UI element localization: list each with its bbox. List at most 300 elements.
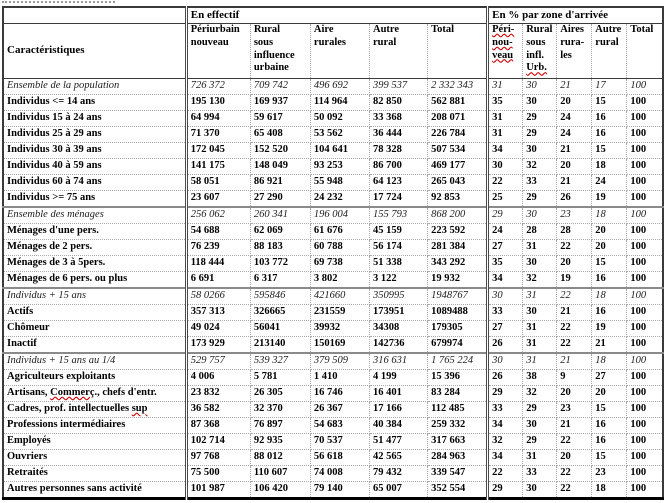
count-cell: 399 537 (369, 79, 427, 95)
percent-cell: 25 (488, 191, 523, 208)
count-cell: 87 368 (186, 418, 250, 434)
percent-cell: 22 (557, 288, 592, 305)
row-label: Individus 25 à 29 ans (3, 127, 186, 143)
count-cell: 173 929 (186, 337, 250, 354)
row-label: Actifs (3, 305, 186, 321)
count-cell: 59 617 (250, 111, 310, 127)
percent-cell: 18 (592, 482, 627, 499)
statistics-table (2, 6, 664, 500)
count-cell: 49 024 (186, 321, 250, 337)
percent-cell: 22 (488, 175, 523, 191)
count-cell: 106 420 (250, 482, 310, 499)
percent-cell: 23 (592, 466, 627, 482)
percent-cell: 30 (523, 482, 557, 499)
table-row (3, 191, 663, 208)
percent-cell: 19 (592, 191, 627, 208)
table-row (3, 127, 663, 143)
corner-empty-cell (3, 7, 186, 24)
percent-cell: 29 (488, 386, 523, 402)
count-cell: 58 051 (186, 175, 250, 191)
count-cell: 78 328 (369, 143, 427, 159)
percent-cell: 16 (592, 127, 627, 143)
count-cell: 50 092 (310, 111, 369, 127)
count-cell: 150169 (310, 337, 369, 354)
count-cell: 86 921 (250, 175, 310, 191)
count-cell: 53 562 (310, 127, 369, 143)
percent-cell: 20 (557, 256, 592, 272)
count-cell: 26 305 (250, 386, 310, 402)
count-cell: 16 746 (310, 386, 369, 402)
percent-cell: 32 (523, 159, 557, 175)
table-row (3, 224, 663, 240)
percent-cell: 34 (488, 418, 523, 434)
percent-cell: 24 (557, 127, 592, 143)
count-cell: 326665 (250, 305, 310, 321)
percent-cell: 16 (592, 272, 627, 289)
percent-cell: 29 (488, 207, 523, 224)
column-header: Autre rural (369, 24, 427, 79)
count-cell: 26 367 (310, 402, 369, 418)
table-row (3, 272, 663, 289)
count-cell: 40 384 (369, 418, 427, 434)
percent-cell: 100 (627, 79, 663, 95)
percent-cell: 26 (488, 370, 523, 386)
count-cell: 155 793 (369, 207, 427, 224)
percent-cell: 30 (523, 256, 557, 272)
percent-cell: 16 (592, 434, 627, 450)
percent-cell: 26 (488, 337, 523, 354)
percent-cell: 100 (627, 175, 663, 191)
percent-cell: 21 (557, 305, 592, 321)
percent-cell: 33 (488, 305, 523, 321)
count-cell: 259 332 (428, 418, 488, 434)
percent-cell: 26 (557, 191, 592, 208)
count-cell: 23 607 (186, 191, 250, 208)
percent-cell: 100 (627, 191, 663, 208)
count-cell: 61 676 (310, 224, 369, 240)
count-cell: 15 396 (428, 370, 488, 386)
count-cell: 17 724 (369, 191, 427, 208)
count-cell: 350995 (369, 288, 427, 305)
count-cell: 69 738 (310, 256, 369, 272)
count-cell: 2 332 343 (428, 79, 488, 95)
count-cell: 76 897 (250, 418, 310, 434)
count-cell: 64 994 (186, 111, 250, 127)
count-cell: 226 784 (428, 127, 488, 143)
table-row (3, 95, 663, 111)
table-row (3, 240, 663, 256)
row-label: Individus <= 14 ans (3, 95, 186, 111)
count-cell: 343 292 (428, 256, 488, 272)
count-cell: 352 554 (428, 482, 488, 499)
percent-cell: 22 (488, 466, 523, 482)
count-cell: 421660 (310, 288, 369, 305)
percent-cell: 34 (488, 143, 523, 159)
percent-cell: 24 (488, 224, 523, 240)
count-cell: 1 410 (310, 370, 369, 386)
count-cell: 65 007 (369, 482, 427, 499)
table-row (3, 434, 663, 450)
count-cell: 110 607 (250, 466, 310, 482)
count-cell: 357 313 (186, 305, 250, 321)
percent-cell: 16 (592, 305, 627, 321)
row-label: Chômeur (3, 321, 186, 337)
percent-cell: 33 (523, 175, 557, 191)
percent-cell: 100 (627, 288, 663, 305)
count-cell: 75 500 (186, 466, 250, 482)
column-header: Total (627, 24, 663, 79)
percent-cell: 31 (523, 450, 557, 466)
percent-cell: 31 (523, 337, 557, 354)
percent-cell: 31 (488, 111, 523, 127)
percent-cell: 24 (557, 111, 592, 127)
count-cell: 71 370 (186, 127, 250, 143)
table-row (3, 337, 663, 354)
count-cell: 317 663 (428, 434, 488, 450)
table-row (3, 256, 663, 272)
count-cell: 1 765 224 (428, 353, 488, 370)
row-label: Cadres, prof. intellectuelles sup (3, 402, 186, 418)
group-header-row (3, 7, 663, 24)
table-body (3, 79, 663, 499)
percent-cell: 30 (523, 79, 557, 95)
table-row (3, 386, 663, 402)
table-row (3, 353, 663, 370)
percent-cell: 22 (557, 482, 592, 499)
count-cell: 104 641 (310, 143, 369, 159)
count-cell: 148 049 (250, 159, 310, 175)
count-cell: 112 485 (428, 402, 488, 418)
percent-cell: 100 (627, 159, 663, 175)
percent-cell: 20 (557, 159, 592, 175)
count-cell: 56 618 (310, 450, 369, 466)
percent-cell: 30 (523, 95, 557, 111)
percent-cell: 22 (557, 240, 592, 256)
column-header: Aires rura- les (557, 24, 592, 79)
count-cell: 562 881 (428, 95, 488, 111)
table-row (3, 288, 663, 305)
count-cell: 265 043 (428, 175, 488, 191)
count-cell: 51 338 (369, 256, 427, 272)
count-cell: 101 987 (186, 482, 250, 499)
percent-cell: 15 (592, 450, 627, 466)
percent-cell: 22 (557, 434, 592, 450)
percent-cell: 27 (592, 370, 627, 386)
percent-cell: 31 (523, 353, 557, 370)
percent-cell: 21 (592, 337, 627, 354)
count-cell: 868 200 (428, 207, 488, 224)
count-cell: 86 700 (369, 159, 427, 175)
row-label: Ménages d'une pers. (3, 224, 186, 240)
percent-cell: 100 (627, 337, 663, 354)
count-cell: 339 547 (428, 466, 488, 482)
percent-cell: 100 (627, 111, 663, 127)
row-label: Inactif (3, 337, 186, 354)
count-cell: 74 008 (310, 466, 369, 482)
row-label: Individus + 15 ans au 1/4 (3, 353, 186, 370)
column-header-row (3, 24, 663, 79)
table-row (3, 321, 663, 337)
row-label: Individus 15 à 24 ans (3, 111, 186, 127)
percent-cell: 100 (627, 127, 663, 143)
section-break-dashes (2, 1, 115, 3)
percent-cell: 15 (592, 95, 627, 111)
percent-cell: 30 (523, 418, 557, 434)
count-cell: 6 317 (250, 272, 310, 289)
percent-cell: 29 (523, 191, 557, 208)
column-header: Autre rural (592, 24, 627, 79)
percent-cell: 100 (627, 224, 663, 240)
percent-cell: 23 (557, 402, 592, 418)
row-label: Artisans, Commerç., chefs d'entr. (3, 386, 186, 402)
table-row (3, 370, 663, 386)
count-cell: 496 692 (310, 79, 369, 95)
row-label: Individus 40 à 59 ans (3, 159, 186, 175)
percent-cell: 31 (488, 79, 523, 95)
row-label: Employés (3, 434, 186, 450)
count-cell: 36 444 (369, 127, 427, 143)
count-cell: 1948767 (428, 288, 488, 305)
count-cell: 79 432 (369, 466, 427, 482)
count-cell: 173951 (369, 305, 427, 321)
percent-cell: 28 (523, 224, 557, 240)
column-header: Total (428, 24, 488, 79)
count-cell: 82 850 (369, 95, 427, 111)
count-cell: 260 341 (250, 207, 310, 224)
row-label: Ensemble des ménages (3, 207, 186, 224)
count-cell: 3 802 (310, 272, 369, 289)
percent-cell: 100 (627, 256, 663, 272)
percent-cell: 16 (592, 111, 627, 127)
count-cell: 58 0266 (186, 288, 250, 305)
percent-cell: 22 (557, 321, 592, 337)
count-cell: 54 688 (186, 224, 250, 240)
group-header-percent: En % par zone d'arrivée (488, 7, 663, 24)
column-header: Périurbain nouveau (186, 24, 250, 79)
count-cell: 379 509 (310, 353, 369, 370)
count-cell: 70 537 (310, 434, 369, 450)
count-cell: 102 714 (186, 434, 250, 450)
row-label: Ensemble de la population (3, 79, 186, 95)
count-cell: 88 012 (250, 450, 310, 466)
row-label: Autres personnes sans activité (3, 482, 186, 499)
percent-cell: 100 (627, 402, 663, 418)
count-cell: 56 174 (369, 240, 427, 256)
percent-cell: 9 (557, 370, 592, 386)
count-cell: 60 788 (310, 240, 369, 256)
percent-cell: 35 (488, 95, 523, 111)
percent-cell: 100 (627, 418, 663, 434)
table-header (3, 7, 663, 79)
table-row (3, 450, 663, 466)
count-cell: 62 069 (250, 224, 310, 240)
count-cell: 45 159 (369, 224, 427, 240)
table-row (3, 159, 663, 175)
percent-cell: 29 (523, 111, 557, 127)
count-cell: 17 166 (369, 402, 427, 418)
percent-cell: 31 (523, 240, 557, 256)
percent-cell: 100 (627, 370, 663, 386)
percent-cell: 18 (592, 207, 627, 224)
table-row (3, 175, 663, 191)
percent-cell: 100 (627, 207, 663, 224)
percent-cell: 33 (523, 466, 557, 482)
count-cell: 97 768 (186, 450, 250, 466)
count-cell: 16 401 (369, 386, 427, 402)
count-cell: 169 937 (250, 95, 310, 111)
percent-cell: 19 (557, 272, 592, 289)
percent-cell: 17 (592, 79, 627, 95)
percent-cell: 100 (627, 321, 663, 337)
count-cell: 19 932 (428, 272, 488, 289)
count-cell: 3 122 (369, 272, 427, 289)
count-cell: 64 123 (369, 175, 427, 191)
count-cell: 33 368 (369, 111, 427, 127)
percent-cell: 38 (523, 370, 557, 386)
table-row (3, 466, 663, 482)
percent-cell: 29 (523, 402, 557, 418)
count-cell: 76 239 (186, 240, 250, 256)
count-cell: 595846 (250, 288, 310, 305)
count-cell: 152 520 (250, 143, 310, 159)
count-cell: 4 199 (369, 370, 427, 386)
percent-cell: 28 (557, 224, 592, 240)
percent-cell: 100 (627, 450, 663, 466)
percent-cell: 21 (557, 79, 592, 95)
count-cell: 27 290 (250, 191, 310, 208)
count-cell: 284 963 (428, 450, 488, 466)
percent-cell: 27 (488, 321, 523, 337)
count-cell: 709 742 (250, 79, 310, 95)
percent-cell: 34 (488, 450, 523, 466)
count-cell: 1089488 (428, 305, 488, 321)
count-cell: 256 062 (186, 207, 250, 224)
percent-cell: 21 (557, 418, 592, 434)
percent-cell: 21 (557, 175, 592, 191)
count-cell: 679974 (428, 337, 488, 354)
percent-cell: 100 (627, 95, 663, 111)
percent-cell: 22 (557, 337, 592, 354)
percent-cell: 29 (523, 434, 557, 450)
count-cell: 34308 (369, 321, 427, 337)
count-cell: 103 772 (250, 256, 310, 272)
row-label: Ménages de 2 pers. (3, 240, 186, 256)
column-header: Aire rurales (310, 24, 369, 79)
count-cell: 51 477 (369, 434, 427, 450)
percent-cell: 100 (627, 272, 663, 289)
count-cell: 539 327 (250, 353, 310, 370)
count-cell: 55 948 (310, 175, 369, 191)
percent-cell: 15 (592, 143, 627, 159)
count-cell: 195 130 (186, 95, 250, 111)
percent-cell: 31 (523, 288, 557, 305)
percent-cell: 100 (627, 305, 663, 321)
row-label: Agriculteurs exploitants (3, 370, 186, 386)
row-label: Individus 60 à 74 ans (3, 175, 186, 191)
table-row (3, 305, 663, 321)
count-cell: 281 384 (428, 240, 488, 256)
row-label: Ménages de 3 à 5pers. (3, 256, 186, 272)
count-cell: 79 140 (310, 482, 369, 499)
count-cell: 172 045 (186, 143, 250, 159)
percent-cell: 32 (523, 386, 557, 402)
count-cell: 726 372 (186, 79, 250, 95)
percent-cell: 18 (592, 288, 627, 305)
row-label: Individus >= 75 ans (3, 191, 186, 208)
count-cell: 208 071 (428, 111, 488, 127)
count-cell: 92 853 (428, 191, 488, 208)
count-cell: 114 964 (310, 95, 369, 111)
percent-cell: 30 (488, 159, 523, 175)
percent-cell: 19 (592, 321, 627, 337)
percent-cell: 100 (627, 466, 663, 482)
percent-cell: 20 (592, 224, 627, 240)
count-cell: 42 565 (369, 450, 427, 466)
count-cell: 507 534 (428, 143, 488, 159)
row-label: Individus + 15 ans (3, 288, 186, 305)
count-cell: 65 408 (250, 127, 310, 143)
count-cell: 6 691 (186, 272, 250, 289)
table-row (3, 143, 663, 159)
percent-cell: 29 (488, 482, 523, 499)
table-row (3, 402, 663, 418)
percent-cell: 33 (488, 402, 523, 418)
count-cell: 223 592 (428, 224, 488, 240)
percent-cell: 20 (592, 386, 627, 402)
count-cell: 4 006 (186, 370, 250, 386)
percent-cell: 30 (488, 353, 523, 370)
row-label: Professions intermédiaires (3, 418, 186, 434)
percent-cell: 18 (592, 353, 627, 370)
percent-cell: 20 (592, 240, 627, 256)
percent-cell: 24 (592, 175, 627, 191)
percent-cell: 34 (488, 272, 523, 289)
count-cell: 118 444 (186, 256, 250, 272)
percent-cell: 35 (488, 256, 523, 272)
count-cell: 469 177 (428, 159, 488, 175)
count-cell: 92 935 (250, 434, 310, 450)
percent-cell: 32 (488, 434, 523, 450)
percent-cell: 27 (488, 240, 523, 256)
percent-cell: 20 (557, 386, 592, 402)
percent-cell: 21 (557, 353, 592, 370)
count-cell: 141 175 (186, 159, 250, 175)
percent-cell: 30 (523, 305, 557, 321)
percent-cell: 15 (592, 402, 627, 418)
characteristics-header: Caractéristiques (3, 24, 186, 79)
count-cell: 88 183 (250, 240, 310, 256)
percent-cell: 100 (627, 353, 663, 370)
count-cell: 213140 (250, 337, 310, 354)
percent-cell: 29 (523, 127, 557, 143)
count-cell: 93 253 (310, 159, 369, 175)
count-cell: 529 757 (186, 353, 250, 370)
percent-cell: 30 (523, 207, 557, 224)
percent-cell: 31 (523, 321, 557, 337)
count-cell: 39932 (310, 321, 369, 337)
column-header: Rural sous infl. Urb. (523, 24, 557, 79)
percent-cell: 100 (627, 482, 663, 499)
percent-cell: 31 (488, 127, 523, 143)
count-cell: 5 781 (250, 370, 310, 386)
percent-cell: 23 (557, 207, 592, 224)
count-cell: 56041 (250, 321, 310, 337)
group-header-effectif: En effectif (186, 7, 487, 24)
percent-cell: 100 (627, 434, 663, 450)
column-header: Péri- nou- veau (488, 24, 523, 79)
row-label: Retraités (3, 466, 186, 482)
percent-cell: 18 (592, 159, 627, 175)
